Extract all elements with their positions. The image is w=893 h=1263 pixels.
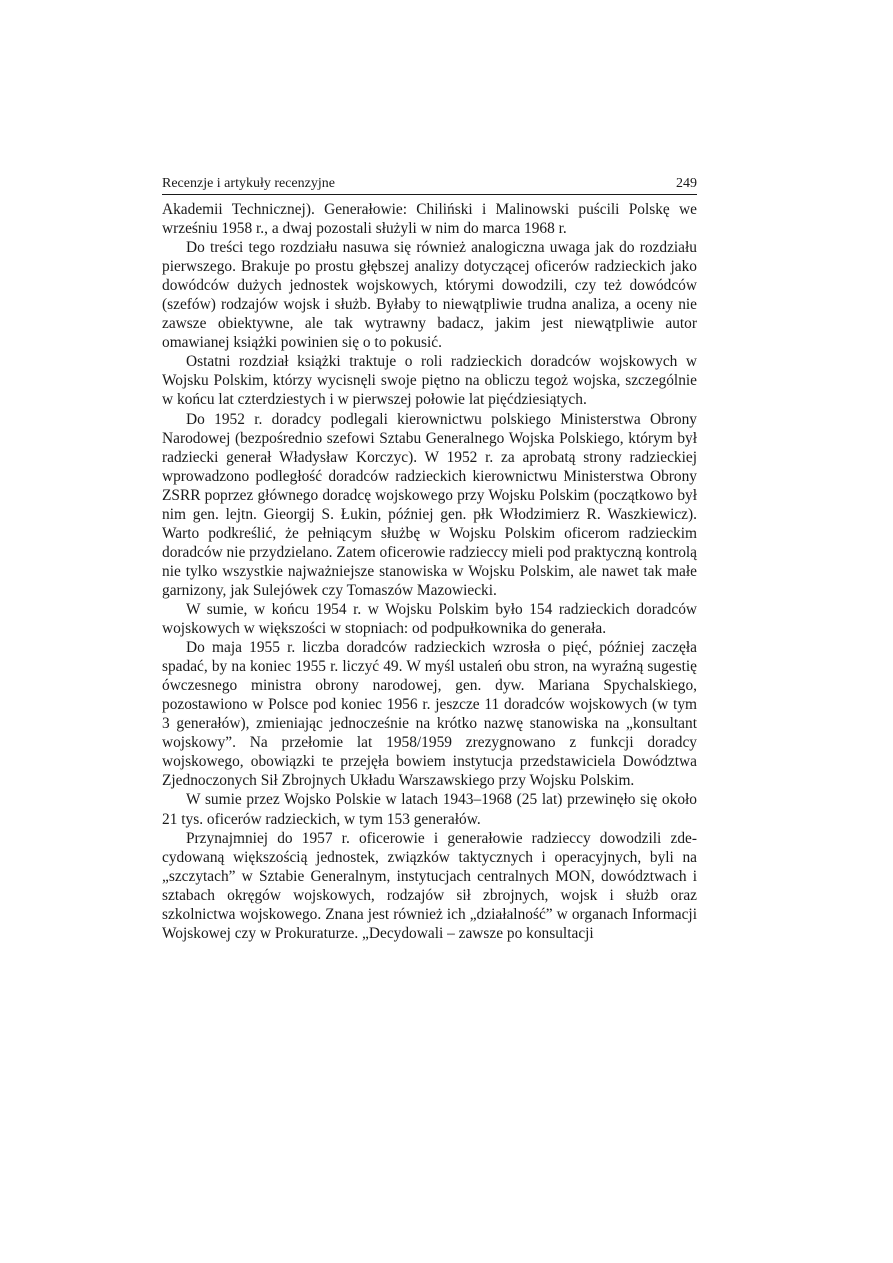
book-page (162, 176, 697, 943)
paragraph: Do treści tego rozdziału nasuwa się również analogiczna uwaga jak do rozdziału pierwszego. Brakuje po prostu głębszej analizy dotyczącej oficerów radzieckich jako dowódców dużych jednostek wojskowych, którymi dowodzili, czy też dowódców (szefów) rodzajów wojsk i służb. Byłaby to niewątpliwie trudna analiza, a oceny nie zawsze obiektywne, ale tak wytrawny badacz, jakim jest niewątpliwie autor omawianej książki powinien się o to pokusić. (162, 239, 697, 352)
body-text (162, 200, 697, 943)
page-number: 249 (676, 176, 697, 191)
paragraph-continued: Akademii Technicznej). Generałowie: Chiliński i Malinowski puścili Polskę we wrześniu 1958 r., a dwaj pozostali służyli w nim do marca 1968 r. (162, 201, 697, 238)
section-title: Recenzje i artykuły recenzyjne (162, 176, 335, 191)
paragraph: Ostatni rozdział książki traktuje o roli radzieckich doradców wojskowych w Wojsku Polskim, którzy wycisnęli swoje piętno na obliczu tegoż wojska, szczególnie w końcu lat czterdziestych i w pierwszej połowie lat pięćdziesiątych. (162, 353, 697, 409)
paragraph: Do 1952 r. doradcy podlegali kierownictwu polskiego Ministerstwa Obrony Narodowej (bezpośrednio szefowi Sztabu Generalnego Wojska Polskiego, którym był radziecki generał Władysław Korczyc). W 1952 r. za aprobatą strony radzieckiej wprowadzono podległość doradców radzieckich kierownictwu Ministerstwa Obrony ZSRR poprzez głównego doradcę wojskowego przy Wojsku Polskim (początkowo był nim gen. lejtn. Gieorgij S. Łukin, później gen. płk Włodzimierz R. Waszkiewicz). Warto podkreślić, że pełniącym służbę w Wojsku Polskim oficerom radzieckim doradców nie przydzielano. Zatem oficerowie radzieccy mieli pod praktyczną kontrolą nie tylko wszystkie najważniejsze stanowiska w Wojsku Polskim, ale nawet tak małe garnizony, jak Sulejówek czy Tomaszów Mazowiecki. (162, 410, 698, 599)
paragraph: W sumie przez Wojsko Polskie w latach 1943–1968 (25 lat) przewinęło się około 21 tys. oficerów radzieckich, w tym 153 generałów. (162, 791, 697, 828)
paragraph: Do maja 1955 r. liczba doradców radzieckich wzrosła o pięć, później zaczęła spadać, by na koniec 1955 r. liczyć 49. W myśl ustaleń obu stron, na wyraźną sugestię ówczesnego ministra obrony narodowej, gen. dyw. Mariana Spychalskiego, pozostawiono w Polsce pod koniec 1956 r. jeszcze 11 doradców wojskowych (w tym 3 generałów), zmieniając jednocześnie na krótko nazwę stanowiska na „konsultant wojskowy”. Na przełomie lat 1958/1959 zrezygnowano z funkcji doradcy wojskowego, obowiązki te przejęła bowiem instytucja przedstawiciela Dowództwa Zjednoczonych Sił Zbrojnych Układu Warszawskiego przy Wojsku Polskim. (162, 639, 697, 790)
running-header (162, 176, 697, 195)
paragraph: Przynajmniej do 1957 r. oficerowie i generałowie radzieccy dowodzili zdecydowaną większością jednostek, związków taktycznych i operacyjnych, byli na „szczytach” w Sztabie Generalnym, instytucjach centralnych MON, dowództwach i sztabach okręgów wojskowych, rodzajów sił zbrojnych, wojsk i służb oraz szkolnictwa wojskowego. Znana jest również ich „działalność” w organach Informacji Wojskowej czy w Prokuraturze. „Decydowali – zawsze po konsultacji (162, 829, 697, 942)
paragraph: W sumie, w końcu 1954 r. w Wojsku Polskim było 154 radzieckich doradców wojskowych w większości w stopniach: od podpułkownika do generała. (162, 600, 697, 638)
